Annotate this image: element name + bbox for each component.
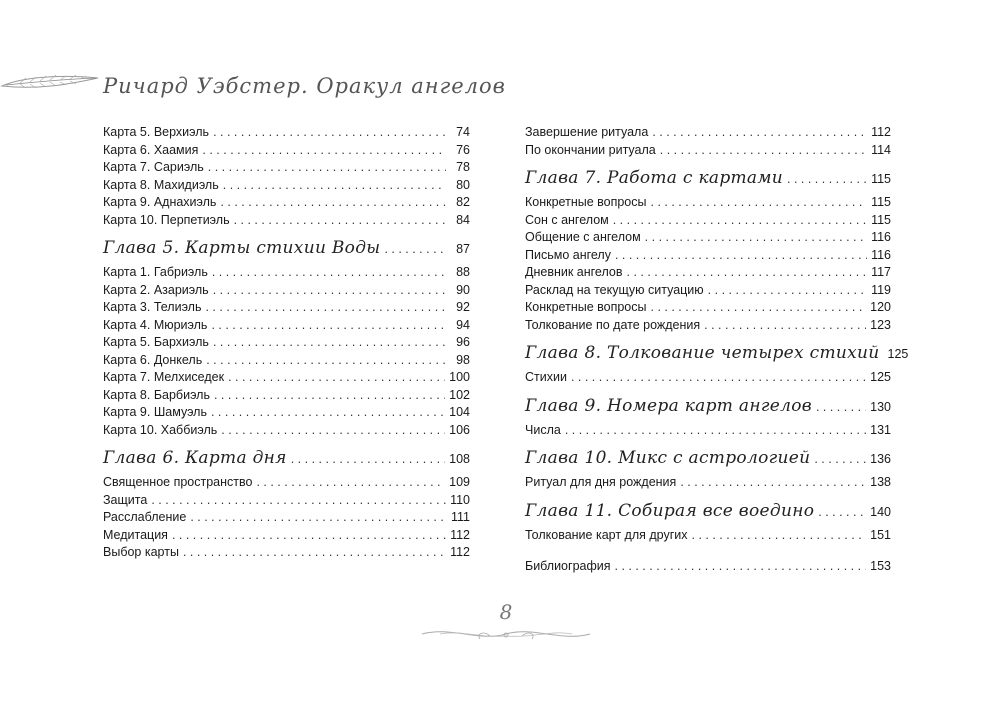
entry-title: Сон с ангелом	[525, 212, 609, 227]
entry-title: Расклад на текущую ситуацию	[525, 282, 704, 297]
running-header	[0, 62, 520, 112]
dot-leader	[627, 264, 868, 282]
page-ref: 87	[456, 242, 470, 256]
page-ref: 115	[871, 172, 891, 186]
toc-entry[interactable]	[525, 282, 891, 300]
dot-leader	[384, 242, 446, 256]
page-ref: 84	[456, 212, 470, 227]
chapter-title: Глава 6. Карта дня	[103, 448, 287, 468]
page-ref: 92	[456, 300, 470, 314]
dot-leader	[704, 317, 866, 335]
entry-title: Толкование по дате рождения	[525, 317, 701, 332]
dot-leader	[213, 282, 446, 300]
entry-title: Ритуал для дня рождения	[525, 475, 677, 489]
entry-title: Письмо ангелу	[525, 247, 611, 262]
toc-entry[interactable]	[103, 492, 470, 510]
toc-entry[interactable]	[525, 369, 891, 387]
dot-leader	[214, 387, 445, 405]
toc-entry[interactable]	[103, 124, 470, 142]
entry-title: Толкование карт для других	[525, 527, 688, 542]
page-ref: 115	[871, 195, 891, 209]
entry-title: Медитация	[103, 527, 168, 542]
toc-entry[interactable]	[525, 194, 891, 212]
dot-leader	[206, 352, 446, 370]
entry-title: Карта 4. Мюриэль	[103, 317, 208, 332]
feather-icon	[0, 68, 100, 98]
dot-leader	[256, 474, 445, 492]
dot-leader	[814, 452, 866, 466]
toc-chapter-heading[interactable]	[103, 448, 470, 474]
dot-leader	[190, 509, 446, 527]
toc-entry[interactable]	[525, 422, 891, 440]
dot-leader	[680, 474, 866, 492]
chapter-title: Глава 9. Номера карт ангелов	[525, 395, 812, 416]
toc-entry[interactable]	[103, 369, 470, 387]
dot-leader	[708, 282, 867, 300]
toc-entry[interactable]	[525, 264, 891, 282]
chapter-title: Глава 10. Микс с астрологией	[525, 448, 811, 468]
page-ref: 102	[449, 387, 470, 402]
toc-left-column	[103, 124, 470, 562]
entry-title: Карта 2. Азариэль	[103, 282, 209, 297]
page-ref: 111	[450, 510, 470, 524]
page-ref: 119	[871, 282, 891, 297]
dot-leader	[221, 422, 445, 440]
page-ref: 104	[449, 405, 470, 419]
page-ref: 109	[449, 475, 470, 489]
page-ref: 76	[456, 142, 470, 157]
toc-entry[interactable]	[103, 544, 470, 562]
dot-leader	[172, 527, 446, 545]
toc-chapter-heading[interactable]	[525, 168, 891, 194]
entry-title: Карта 9. Аднахиэль	[103, 195, 217, 209]
toc-entry[interactable]	[103, 474, 470, 492]
page-ref: 82	[456, 195, 470, 209]
page-ref: 112	[450, 545, 470, 559]
dot-leader	[211, 404, 445, 422]
toc-entry[interactable]	[103, 334, 470, 352]
page-ref: 125	[870, 370, 891, 384]
page-ref: 130	[870, 399, 891, 414]
page-ref: 131	[870, 422, 891, 437]
page-ref: 116	[871, 230, 891, 244]
page-ref: 115	[871, 212, 891, 227]
dot-leader	[651, 299, 867, 317]
entry-title: Числа	[525, 422, 561, 437]
page-ref: 98	[456, 352, 470, 367]
chapter-title: Глава 11. Собирая все воедино	[525, 500, 815, 521]
toc-entry[interactable]	[103, 404, 470, 422]
entry-title: Конкретные вопросы	[525, 195, 647, 209]
dot-leader	[151, 492, 446, 510]
toc-entry[interactable]	[103, 194, 470, 212]
page-ref: 74	[456, 125, 470, 139]
page-ref: 96	[456, 335, 470, 349]
page-ref: 116	[871, 247, 891, 262]
page-ref: 88	[456, 265, 470, 279]
toc-entry[interactable]	[103, 387, 470, 405]
dot-leader	[613, 212, 867, 230]
entry-title: Карта 9. Шамуэль	[103, 405, 207, 419]
entry-title: Завершение ритуала	[525, 125, 649, 139]
entry-title: Карта 3. Телиэль	[103, 300, 202, 314]
dot-leader	[818, 505, 866, 519]
dot-leader	[234, 212, 446, 230]
dot-leader	[652, 124, 867, 142]
dot-leader	[660, 142, 867, 160]
dot-leader	[571, 369, 866, 387]
toc-chapter-heading[interactable]	[525, 501, 891, 527]
entry-title: Карта 7. Мелхиседек	[103, 370, 225, 384]
toc-entry[interactable]	[103, 422, 470, 440]
entry-title: Стихии	[525, 370, 567, 384]
entry-title: Карта 6. Хаамия	[103, 142, 199, 157]
dot-leader	[213, 334, 446, 352]
toc-gap	[525, 544, 891, 558]
dot-leader	[787, 172, 867, 186]
page-ref: 106	[449, 422, 470, 437]
dot-leader	[213, 124, 446, 142]
toc-entry[interactable]	[525, 474, 891, 492]
dot-leader	[816, 400, 866, 414]
entry-title: Выбор карты	[103, 545, 179, 559]
running-title: Ричард Уэбстер. Оракул ангелов	[103, 74, 506, 98]
scroll-flourish-icon	[420, 622, 592, 646]
toc-entry[interactable]	[103, 159, 470, 177]
entry-title: Карта 8. Барбиэль	[103, 387, 210, 402]
entry-title: Священное пространство	[103, 475, 253, 489]
toc-entry[interactable]	[103, 527, 470, 545]
toc-entry[interactable]	[103, 509, 470, 527]
entry-title: Карта 5. Верхиэль	[103, 125, 210, 139]
dot-leader	[565, 422, 866, 440]
entry-title: Карта 6. Донкель	[103, 352, 203, 367]
toc-entry[interactable]	[103, 299, 470, 317]
page-ref: 136	[870, 452, 891, 466]
dot-leader	[212, 264, 446, 282]
toc-chapter-heading[interactable]	[525, 448, 891, 474]
chapter-title: Глава 5. Карты стихии Воды	[103, 238, 381, 258]
dot-leader	[228, 369, 445, 387]
toc-entry[interactable]	[103, 317, 470, 335]
toc-chapter-heading[interactable]	[525, 396, 891, 422]
entry-title: Карта 7. Сариэль	[103, 160, 204, 174]
toc-entry[interactable]	[525, 317, 891, 335]
page-ref: 78	[456, 160, 470, 174]
page-ref: 123	[870, 317, 891, 332]
toc-right-column	[525, 124, 909, 576]
toc-entry[interactable]	[525, 142, 891, 160]
page-ref: 151	[870, 527, 891, 542]
page-ref: 125	[887, 347, 909, 361]
dot-leader	[615, 247, 867, 265]
page-ref: 80	[456, 177, 470, 192]
dot-leader	[205, 299, 446, 317]
toc-entry[interactable]	[525, 212, 891, 230]
page-ref: 114	[871, 142, 891, 157]
toc-entry[interactable]	[525, 558, 891, 576]
entry-title: Карта 1. Габриэль	[103, 265, 208, 279]
entry-title: Карта 5. Бархиэль	[103, 335, 209, 349]
entry-title: Библиография	[525, 559, 611, 573]
page-ref: 100	[449, 370, 470, 384]
page-ref: 108	[449, 452, 470, 466]
page-ref: 90	[456, 282, 470, 297]
entry-title: По окончании ритуала	[525, 142, 656, 157]
toc-chapter-heading[interactable]	[103, 238, 470, 264]
toc-entry[interactable]	[525, 124, 891, 142]
page-footer	[420, 600, 592, 650]
toc-entry[interactable]	[525, 229, 891, 247]
page-number: 8	[499, 600, 513, 624]
toc-entry[interactable]	[103, 282, 470, 300]
dot-leader	[220, 194, 446, 212]
dot-leader	[211, 317, 446, 335]
page-ref: 153	[870, 559, 891, 573]
page-ref: 112	[450, 527, 470, 542]
toc-entry[interactable]	[103, 352, 470, 370]
toc-entry[interactable]	[525, 527, 891, 545]
page-ref: 117	[871, 265, 891, 279]
page-ref: 140	[870, 504, 891, 519]
toc-entry[interactable]	[525, 299, 891, 317]
dot-leader	[651, 194, 868, 212]
dot-leader	[223, 177, 446, 195]
entry-title: Защита	[103, 492, 148, 507]
toc-entry[interactable]	[103, 264, 470, 282]
page-ref: 138	[870, 475, 891, 489]
toc-chapter-heading[interactable]	[525, 343, 909, 369]
entry-title: Карта 10. Хаббиэль	[103, 422, 218, 437]
page-ref: 120	[870, 300, 891, 314]
dot-leader	[291, 452, 445, 466]
entry-title: Конкретные вопросы	[525, 300, 647, 314]
dot-leader	[183, 544, 446, 562]
page-ref: 94	[456, 317, 470, 332]
entry-title: Общение с ангелом	[525, 230, 641, 244]
page-ref: 112	[871, 125, 891, 139]
entry-title: Карта 8. Махидиэль	[103, 177, 219, 192]
dot-leader	[645, 229, 867, 247]
toc-entry[interactable]	[525, 247, 891, 265]
dot-leader	[692, 527, 867, 545]
dot-leader	[202, 142, 446, 160]
chapter-title: Глава 7. Работа с картами	[525, 168, 784, 188]
dot-leader	[615, 558, 867, 576]
chapter-title: Глава 8. Толкование четырех стихий	[525, 343, 880, 363]
toc-entry[interactable]	[103, 142, 470, 160]
toc-entry[interactable]	[103, 212, 470, 230]
dot-leader	[208, 159, 446, 177]
entry-title: Дневник ангелов	[525, 265, 623, 279]
entry-title: Карта 10. Перпетиэль	[103, 212, 230, 227]
entry-title: Расслабление	[103, 510, 187, 524]
toc-entry[interactable]	[103, 177, 470, 195]
page-ref: 110	[450, 492, 470, 507]
